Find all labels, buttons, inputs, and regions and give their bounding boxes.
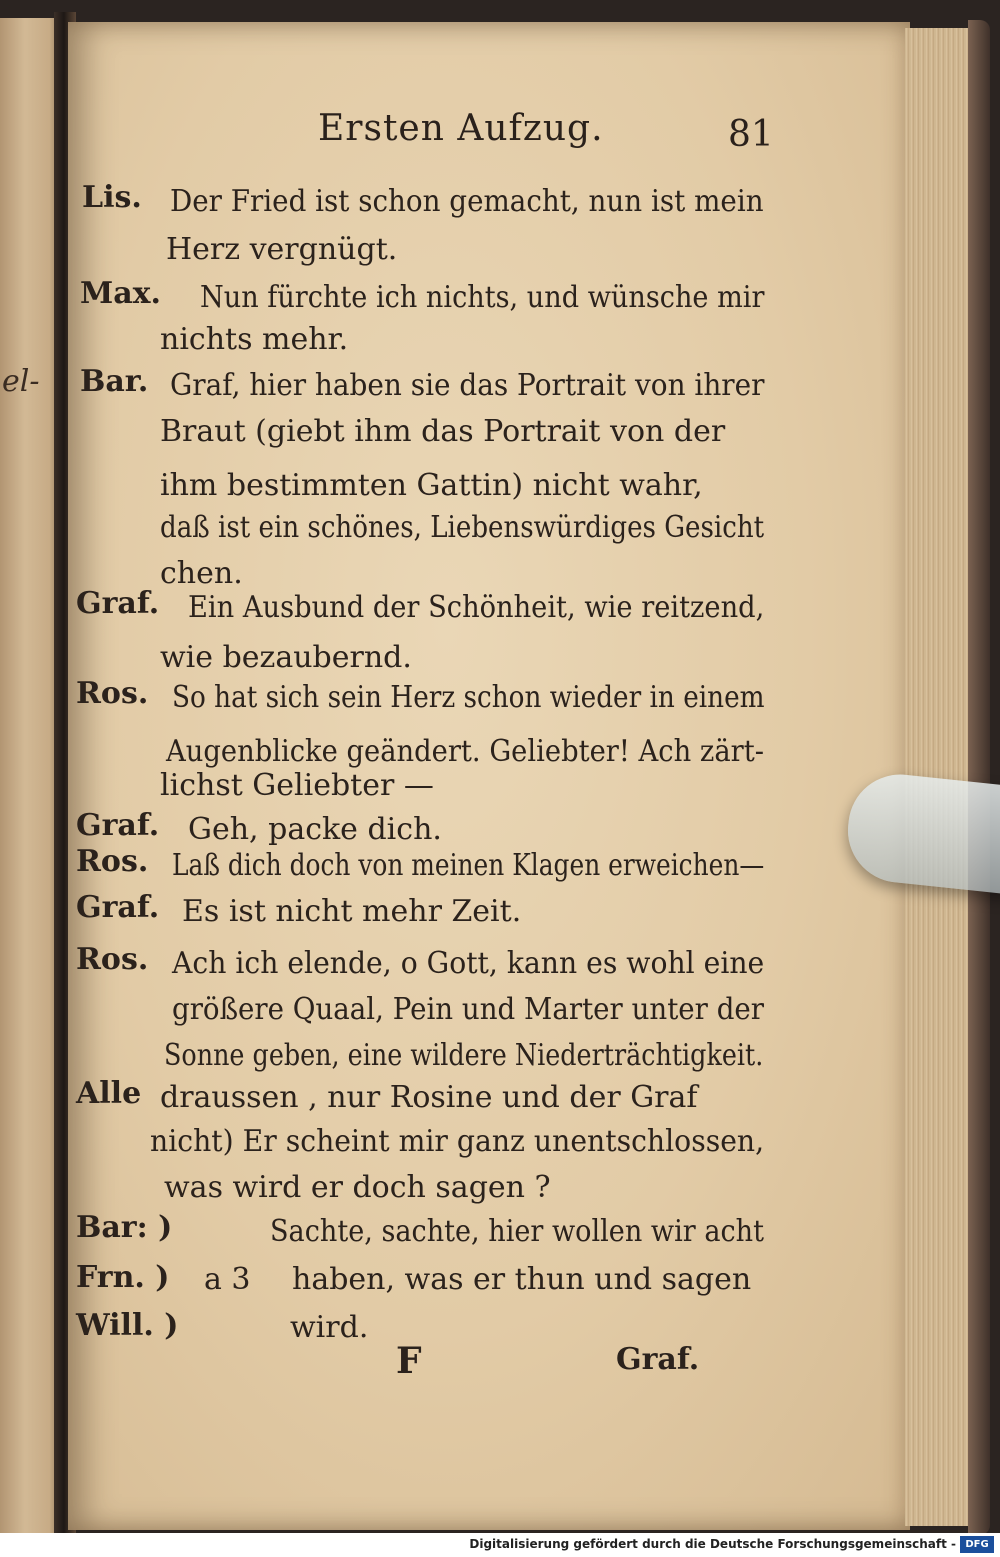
- cover-edge: [968, 20, 990, 1535]
- text-line: Braut (giebt ihm das Portrait von der: [160, 414, 726, 449]
- running-title: Ersten Aufzug.: [318, 108, 604, 149]
- trio-speaker: Bar: ): [76, 1210, 173, 1245]
- speaker-label: Bar.: [80, 364, 149, 399]
- speaker-label: Ros.: [76, 942, 149, 977]
- text-line: lichst Geliebter —: [160, 768, 434, 803]
- trio-line: haben, was er thun und sagen: [292, 1262, 752, 1297]
- text-line: chen.: [160, 556, 243, 591]
- speaker-label: Lis.: [82, 180, 142, 215]
- text-line: Geh, packe dich.: [188, 812, 442, 847]
- text-line: Ein Ausbund der Schönheit, wie reitzend,: [188, 590, 765, 625]
- speaker-label: Graf.: [76, 890, 160, 925]
- speaker-label: Ros.: [76, 844, 149, 879]
- digitization-footer: [0, 1533, 1000, 1557]
- footer-credit: Digitalisierung gefördert durch die Deutsche Forschungsgemeinschaft -: [469, 1537, 956, 1551]
- text-line: Laß dich doch von meinen Klagen erweichen—: [172, 848, 765, 883]
- text-line: daß ist ein schönes, Liebenswürdiges Gesicht: [160, 510, 765, 545]
- signature-mark: F: [396, 1340, 422, 1382]
- catchword: Graf.: [616, 1342, 700, 1377]
- left-page-margin-text: el-: [2, 364, 40, 399]
- text-line: Ach ich elende, o Gott, kann es wohl eine: [172, 946, 765, 981]
- text-line: draussen , nur Rosine und der Graf: [160, 1080, 698, 1115]
- speaker-label: Ros.: [76, 676, 149, 711]
- speaker-label: Graf.: [76, 586, 160, 621]
- speaker-label: Graf.: [76, 808, 160, 843]
- text-line: was wird er doch sagen ?: [164, 1170, 551, 1205]
- left-page-edge: [0, 18, 62, 1533]
- text-line: Nun fürchte ich nichts, und wünsche mir: [200, 280, 765, 315]
- trio-line: wird.: [290, 1310, 369, 1345]
- page-number: 81: [728, 114, 774, 155]
- trio-speaker: Will. ): [76, 1308, 179, 1343]
- text-line: Es ist nicht mehr Zeit.: [182, 894, 522, 929]
- text-line: Herz vergnügt.: [166, 232, 398, 267]
- text-line: wie bezaubernd.: [160, 640, 412, 675]
- text-line: Augenblicke geändert. Geliebter! Ach zärt-: [166, 734, 764, 769]
- text-line: ihm bestimmten Gattin) nicht wahr,: [160, 468, 703, 503]
- trio-line: Sachte, sachte, hier wollen wir acht: [270, 1214, 764, 1249]
- text-line: nichts mehr.: [160, 322, 349, 357]
- speaker-label: Max.: [80, 276, 161, 311]
- text-line: Der Fried ist schon gemacht, nun ist mein: [170, 184, 764, 219]
- text-line: größere Quaal, Pein und Marter unter der: [172, 992, 764, 1027]
- text-line: nicht) Er scheint mir ganz unentschlossen,: [150, 1124, 765, 1159]
- speaker-label: Alle: [76, 1076, 142, 1111]
- trio-speaker: Frn. ): [76, 1260, 170, 1295]
- text-line: So hat sich sein Herz schon wieder in einem: [172, 680, 765, 715]
- trio-marker: a 3: [204, 1262, 251, 1297]
- dfg-logo: DFG: [960, 1536, 994, 1553]
- text-line: Graf, hier haben sie das Portrait von ihrer: [170, 368, 765, 403]
- text-line: Sonne geben, eine wildere Niederträchtigkeit.: [164, 1038, 764, 1073]
